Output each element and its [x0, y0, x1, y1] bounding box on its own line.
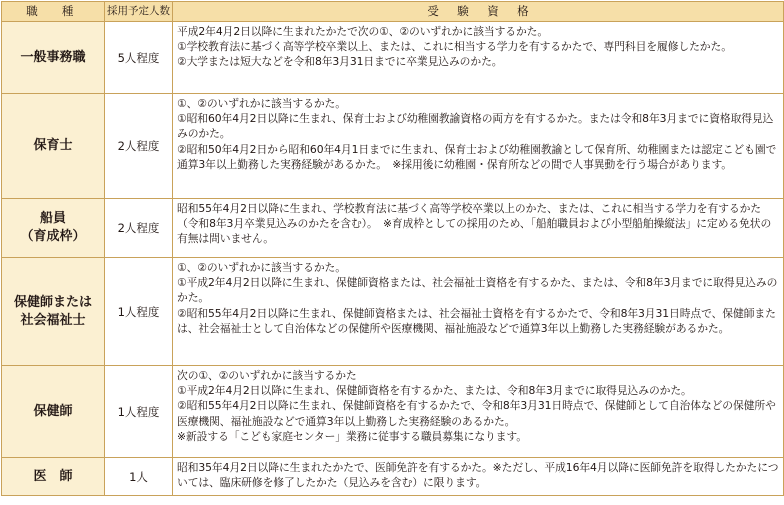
- header-qualifications: 受験資格: [173, 2, 784, 22]
- job-name-sub: （育成枠）: [20, 229, 86, 244]
- qualification-line: ①平成2年4月2日以降に生まれ、保健師資格を有するかた、または、令和8年3月までに取得見込みのかた。: [177, 384, 692, 398]
- table-row: [2, 458, 784, 496]
- table-row: [2, 258, 784, 366]
- qualification-line: ②昭和55年4月2日以降に生まれ、保健師資格または、社会福祉士資格を有するかたで、令和8年3月31日時点で、保健師または、社会福祉士として自治体などの保健所や医療機関、福祉施設などで通算3年以上勤務した実務経験があるかた。: [177, 306, 776, 335]
- job-cell: [2, 458, 105, 496]
- qualification-line: ①学校教育法に基づく高等学校卒業以上、または、これに相当する学力を有するかたで、専門科目を履修したかた。: [177, 40, 732, 54]
- job-name: 船員: [39, 211, 66, 226]
- header-planned-count: 採用予定人数: [105, 2, 173, 22]
- table-body: [2, 22, 784, 496]
- qualification-line: ①平成2年4月2日以降に生まれ、保健師資格または、社会福祉士資格を有するかた、または、令和8年3月までに取得見込みのかた。: [177, 276, 778, 305]
- header-job-type: 職 種: [2, 2, 105, 22]
- qualification-cell: [173, 94, 784, 199]
- job-cell: [2, 199, 105, 258]
- qualification-line: ②昭和50年4月2日から昭和60年4月1日までに生まれ、保育士および幼稚園教諭として保育所、幼稚園または認定こども園で通算3年以上勤務した実務経験があるかた。 ※採用後に幼稚園・保育所などの間で人事異動を行う場合があります。: [177, 142, 777, 171]
- qualification-cell: [173, 258, 784, 366]
- qualification-line: 次の①、②のいずれかに該当するかた: [177, 369, 357, 382]
- job-name: 保育士: [33, 138, 73, 153]
- count-cell: 5人程度: [105, 22, 173, 94]
- job-name: 医 師: [33, 468, 73, 484]
- job-cell: [2, 366, 105, 458]
- qualification-line: ②大学または短大などを令和8年3月31日までに卒業見込みのかた。: [177, 55, 503, 69]
- count-cell: 1人程度: [105, 366, 173, 458]
- job-name: 保健師: [33, 403, 73, 419]
- table-header-row: [2, 2, 784, 22]
- qualification-line: ①、②のいずれかに該当するかた。: [177, 261, 346, 274]
- count-cell: 1人: [105, 458, 173, 496]
- job-cell: [2, 22, 105, 94]
- qualification-line: ②昭和55年4月2日以降に生まれ、保健師資格を有するかたで、令和8年3月31日時点で、保健師として自治体などの保健所や医療機関、福祉施設などで通算3年以上勤務した実務経験のあるかた。: [177, 399, 776, 428]
- qualification-line: ※新設する「こども家庭センター」業務に従事する職員募集になります。: [177, 429, 527, 443]
- qualification-line: 昭和35年4月2日以降に生まれたかたで、医師免許を有するかた。※ただし、平成16年4月以降に医師免許を取得したかたについては、臨床研修を修了したかた（見込みを含む）に限ります。: [177, 461, 779, 490]
- count-cell: 1人程度: [105, 258, 173, 366]
- job-name-sub: 社会福祉士: [20, 312, 86, 328]
- table-row: [2, 94, 784, 199]
- recruitment-table: [1, 1, 784, 496]
- qualification-cell: [173, 458, 784, 496]
- table-row: [2, 22, 784, 94]
- qualification-line: ①昭和60年4月2日以降に生まれ、保育士および幼稚園教諭資格の両方を有するかた。または令和8年3月までに資格取得見込みのかた。: [177, 112, 774, 141]
- qualification-line: ①、②のいずれかに該当するかた。: [177, 97, 346, 110]
- count-cell: 2人程度: [105, 199, 173, 258]
- job-name: 一般事務職: [20, 49, 86, 65]
- count-cell: 2人程度: [105, 94, 173, 199]
- table-row: [2, 199, 784, 258]
- qualification-cell: [173, 22, 784, 94]
- job-name: 保健師または: [13, 294, 92, 310]
- qualification-line: 平成2年4月2日以降に生まれたかたで次の①、②のいずれかに該当するかた。: [177, 25, 549, 38]
- table-row: [2, 366, 784, 458]
- qualification-line: 昭和55年4月2日以降に生まれ、学校教育法に基づく高等学校卒業以上のかた、または、これに相当する学力を有するかた（令和8年3月卒業見込みのかたを含む）。 ※育成枠としての採用のため、「船舶職員および小型船舶操縦法」に定める免状の有無は問いません。: [177, 202, 772, 246]
- job-cell: [2, 258, 105, 366]
- job-cell: [2, 94, 105, 199]
- qualification-cell: [173, 366, 784, 458]
- qualification-cell: [173, 199, 784, 258]
